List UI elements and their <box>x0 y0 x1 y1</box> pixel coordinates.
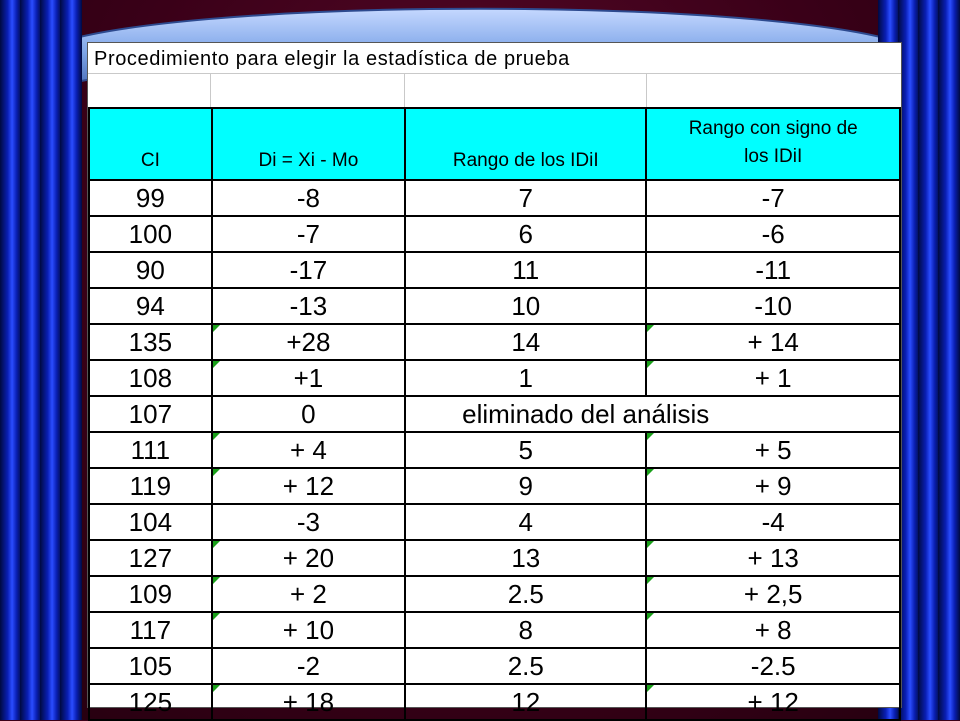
cell-ci: 100 <box>89 216 212 252</box>
cell-rango: 6 <box>405 216 646 252</box>
cell-rango: 1 <box>405 360 646 396</box>
cell-rango-signo: + 2,5 <box>646 576 900 612</box>
cell-rango-signo: + 8 <box>646 612 900 648</box>
cell-ci: 99 <box>89 180 212 216</box>
cell-note: eliminado del análisis <box>405 396 900 432</box>
cell-di: +28 <box>212 324 405 360</box>
cell-di: + 4 <box>212 432 405 468</box>
cell-rango: 8 <box>405 612 646 648</box>
cell-ci: 109 <box>89 576 212 612</box>
cell-rango: 12 <box>405 684 646 720</box>
table-row <box>89 648 900 684</box>
cell-di: +1 <box>212 360 405 396</box>
header-rango-signo: Rango con signo de los IDiI <box>646 108 900 180</box>
cell-di: -3 <box>212 504 405 540</box>
cell-rango: 9 <box>405 468 646 504</box>
cell-di: -2 <box>212 648 405 684</box>
cell-rango: 10 <box>405 288 646 324</box>
header-row <box>89 108 900 180</box>
table-row <box>89 612 900 648</box>
cell-di: -13 <box>212 288 405 324</box>
cell-rango-signo: + 5 <box>646 432 900 468</box>
error-indicator-icon <box>647 469 654 476</box>
cell-rango-signo: + 12 <box>646 684 900 720</box>
header-ci: CI <box>89 108 212 180</box>
table-row <box>89 288 900 324</box>
table-row <box>89 360 900 396</box>
table-row <box>89 252 900 288</box>
header-di: Di = Xi - Mo <box>212 108 405 180</box>
table-row <box>89 324 900 360</box>
error-indicator-icon <box>647 613 654 620</box>
sheet-title: Procedimiento para elegir la estadística de prueba <box>94 48 570 70</box>
cell-ci: 105 <box>89 648 212 684</box>
left-curtain <box>0 0 82 720</box>
cell-ci: 111 <box>89 432 212 468</box>
table-row <box>89 540 900 576</box>
cell-rango: 2.5 <box>405 648 646 684</box>
error-indicator-icon <box>647 685 654 692</box>
error-indicator-icon <box>647 361 654 368</box>
cell-ci: 104 <box>89 504 212 540</box>
cell-rango: 7 <box>405 180 646 216</box>
error-indicator-icon <box>647 325 654 332</box>
table-row <box>89 432 900 468</box>
cell-rango-signo: -10 <box>646 288 900 324</box>
error-indicator-icon <box>213 433 220 440</box>
cell-di: -7 <box>212 216 405 252</box>
cell-rango-signo: -11 <box>646 252 900 288</box>
error-indicator-icon <box>213 613 220 620</box>
cell-ci: 119 <box>89 468 212 504</box>
table-row <box>89 180 900 216</box>
cell-ci: 117 <box>89 612 212 648</box>
cell-rango-signo: -2.5 <box>646 648 900 684</box>
cell-di: + 10 <box>212 612 405 648</box>
cell-rango-signo: + 14 <box>646 324 900 360</box>
cell-rango: 13 <box>405 540 646 576</box>
cell-ci: 90 <box>89 252 212 288</box>
table-row <box>89 576 900 612</box>
cell-di: + 12 <box>212 468 405 504</box>
cell-di: -8 <box>212 180 405 216</box>
cell-rango-signo: -4 <box>646 504 900 540</box>
error-indicator-icon <box>647 541 654 548</box>
cell-rango-signo: + 9 <box>646 468 900 504</box>
cell-rango-signo: -7 <box>646 180 900 216</box>
error-indicator-icon <box>213 685 220 692</box>
cell-rango: 11 <box>405 252 646 288</box>
error-indicator-icon <box>647 577 654 584</box>
table-row <box>89 468 900 504</box>
cell-rango-signo: + 13 <box>646 540 900 576</box>
error-indicator-icon <box>213 469 220 476</box>
table-row <box>89 504 900 540</box>
table-row <box>89 684 900 720</box>
cell-rango-signo: -6 <box>646 216 900 252</box>
cell-di: + 20 <box>212 540 405 576</box>
cell-ci: 108 <box>89 360 212 396</box>
cell-ci: 135 <box>89 324 212 360</box>
cell-ci: 94 <box>89 288 212 324</box>
error-indicator-icon <box>213 577 220 584</box>
cell-di: 0 <box>212 396 405 432</box>
cell-ci: 125 <box>89 684 212 720</box>
cell-rango-signo: + 1 <box>646 360 900 396</box>
table-row <box>89 396 900 432</box>
data-table <box>88 107 901 721</box>
error-indicator-icon <box>647 433 654 440</box>
error-indicator-icon <box>213 541 220 548</box>
cell-ci: 127 <box>89 540 212 576</box>
cell-ci: 107 <box>89 396 212 432</box>
cell-di: -17 <box>212 252 405 288</box>
cell-rango: 2.5 <box>405 576 646 612</box>
cell-rango: 5 <box>405 432 646 468</box>
error-indicator-icon <box>213 361 220 368</box>
title-row <box>88 43 901 74</box>
table-row <box>89 216 900 252</box>
cell-rango: 14 <box>405 324 646 360</box>
error-indicator-icon <box>213 325 220 332</box>
blank-row <box>88 74 901 110</box>
cell-rango: 4 <box>405 504 646 540</box>
header-rango: Rango de los IDiI <box>405 108 646 180</box>
cell-di: + 2 <box>212 576 405 612</box>
worksheet <box>87 42 902 717</box>
cell-di: + 18 <box>212 684 405 720</box>
